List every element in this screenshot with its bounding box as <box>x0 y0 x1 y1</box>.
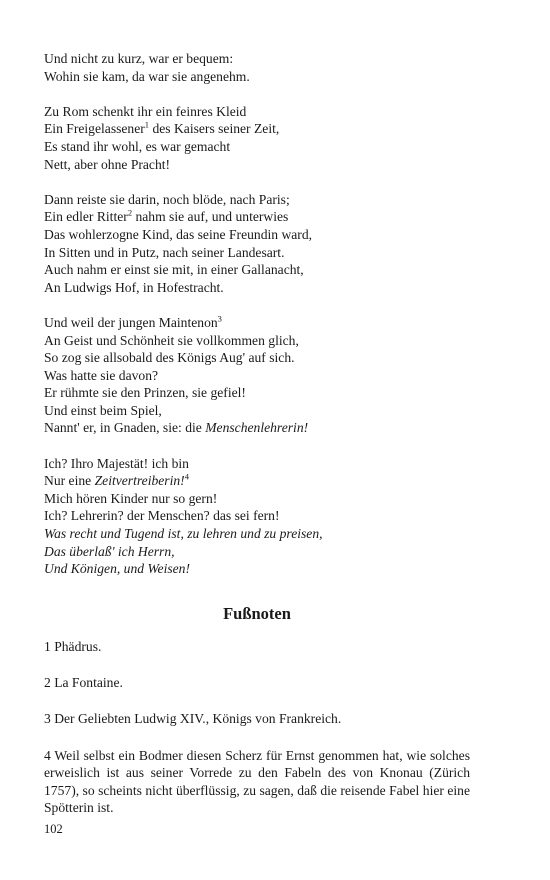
verse-line <box>44 208 470 226</box>
verse-line: Er rühmte sie den Prinzen, sie gefiel! <box>44 385 246 401</box>
footnote-item: 4 Weil selbst ein Bodmer diesen Scherz für Ernst genommen hat, wie solches erweislich ist aus seiner Vorrede zu den Fabeln des von Knonau (Zürich 1757), so scheints nicht überflüssig, zu sagen, daß die reisende Fabel hier eine Spötterin ist. <box>44 747 470 816</box>
verse-line-italic: Das überlaß' ich Herrn, <box>44 543 175 559</box>
verse-line: Nett, aber ohne Pracht! <box>44 156 171 172</box>
stanza-2 <box>44 103 470 173</box>
verse-line: Mich hören Kinder nur so gern! <box>44 490 218 506</box>
verse-line <box>44 120 470 138</box>
verse-line <box>44 472 470 490</box>
verse-line: Dann reiste sie darin, noch blöde, nach Paris; <box>44 191 290 207</box>
verse-text: nahm sie auf, und unterwies <box>132 209 289 225</box>
stanza-4 <box>44 314 470 437</box>
verse-line: Das wohlerzogne Kind, das seine Freundin ward, <box>44 226 313 242</box>
footnote-ref[interactable]: 1 <box>144 119 150 130</box>
verse-line: Es stand ihr wohl, es war gemacht <box>44 138 231 154</box>
verse-line: Was hatte sie davon? <box>44 367 159 383</box>
verse-line <box>44 419 470 437</box>
page-number: 102 <box>44 822 63 836</box>
footnote-ref[interactable]: 2 <box>127 207 133 218</box>
verse-line-italic: Und Königen, und Weisen! <box>44 561 190 577</box>
verse-line: Und einst beim Spiel, <box>44 402 162 418</box>
verse-line: Ich? Ihro Majestät! ich bin <box>44 455 189 471</box>
footnotes-heading: Fußnoten <box>223 603 291 623</box>
verse-line: Zu Rom schenkt ihr ein feinres Kleid <box>44 103 247 119</box>
verse-text: Ein Freigelassener <box>44 121 145 137</box>
page-body <box>44 50 470 836</box>
stanza-5 <box>44 455 470 578</box>
verse-line: In Sitten und in Putz, nach seiner Landesart. <box>44 244 285 260</box>
footnote-item: 3 Der Geliebten Ludwig XIV., Königs von Frankreich. <box>44 711 342 727</box>
stanza-3 <box>44 191 470 297</box>
footnote-ref[interactable]: 3 <box>217 313 222 324</box>
verse-text: Nur eine <box>44 473 95 489</box>
verse-text: des Kaisers seiner Zeit, <box>149 121 280 137</box>
verse-line: Ich? Lehrerin? der Menschen? das sei fern! <box>44 508 280 524</box>
footnote-ref[interactable]: 4 <box>184 471 189 482</box>
footnote-item: 2 La Fontaine. <box>44 675 123 691</box>
verse-line: Und nicht zu kurz, war er bequem: <box>44 51 234 66</box>
stanza-1 <box>44 50 470 85</box>
verse-line: Wohin sie kam, da war sie angenehm. <box>44 68 250 84</box>
verse-line-italic: Was recht und Tugend ist, zu lehren und zu preisen, <box>44 526 323 542</box>
verse-line <box>44 314 470 332</box>
verse-line: So zog sie allsobald des Königs Aug' auf sich. <box>44 350 295 366</box>
verse-line: Auch nahm er einst sie mit, in einer Gallanacht, <box>44 262 304 278</box>
verse-italic: Menschenlehrerin! <box>205 420 309 436</box>
verse-italic: Zeitvertreiberin! <box>94 473 185 489</box>
footnote-item: 1 Phädrus. <box>44 638 102 654</box>
verse-text: Nannt' er, in Gnaden, sie: die <box>44 420 206 436</box>
verse-text: Ein edler Ritter <box>44 209 128 225</box>
verse-text: Und weil der jungen Maintenon <box>44 314 218 330</box>
verse-line: An Ludwigs Hof, in Hofestracht. <box>44 279 224 295</box>
verse-line: An Geist und Schönheit sie vollkommen glich, <box>44 332 299 348</box>
